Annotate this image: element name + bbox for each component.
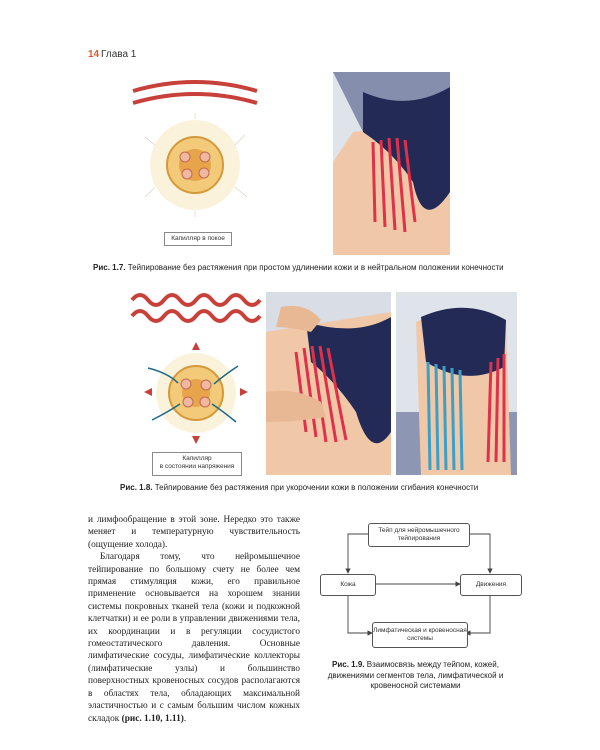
body-text [88,514,300,725]
fig9-caption-text: Взаимосвязь между тейпом, кожей, движениями сегментов тела, лимфатической и кровеносной системами [327,660,504,690]
capillary-rest-illustration [125,75,265,250]
body-paragraph-1: и лимфообращение в этой зоне. Нередко это также меняет и температурную чувствительность (ощущение холода). [88,515,300,550]
fig9-caption-number: Рис. 1.9. [332,660,365,669]
body-paragraph-2-end: . [183,713,187,724]
fig8-caption [120,483,478,492]
capillary-tension-label [152,452,242,476]
fig9-caption [313,660,518,692]
fig7-caption-number: Рис. 1.7. [93,263,126,272]
fig8-caption-number: Рис. 1.8. [120,483,153,492]
figure-reference: (рис. 1.10, 1.11) [121,713,184,724]
capillary-tension-label-line2: в состоянии напряжения [159,462,235,470]
body-paragraph-2-text: Благодаря тому, что нейромышечное тейпирование по большому счету не более чем прямая стимуляция кожи, его правильное применение основывается на хорошем знании системы покровных тканей тела (кожи и подкожной клетчатки) и ее роли в управлении движениями тела, их координации и в регуляции сосудистого гомеостатического давления. Основные лимфатические сосуды, лимфатические коллекторы (лимфатические узлы) и большинство поверхностных кровеносных сосудов располагаются в областях тела, обладающих максимальной эластичностью и с самым большим числом кожных складок [88,552,300,724]
fig7-photo [333,72,450,255]
capillary-rest-label: Капилляр в покое [164,232,232,246]
diagram-node-tape: Тейп для нейромышечного тейпирования [368,523,470,547]
page-number: 14 [88,49,100,60]
fig8-photo-front [266,292,391,475]
fig7-caption [93,263,504,272]
body-paragraph-2 [88,551,300,725]
diagram-node-skin: Кожа [320,574,376,596]
diagram-node-movement: Движения [460,574,522,596]
fig8-caption-text: Тейпирование без растяжения при укорочении кожи в положении сгибания конечности [154,483,479,492]
diagram-node-lymph-blood: Лимфатическая и кровеносная системы [372,622,468,648]
fig8-photo-back [396,292,517,475]
capillary-tension-label-line1: Капилляр [182,455,212,462]
chapter-title: Глава 1 [101,49,137,60]
fig7-caption-text: Тейпирование без растяжения при простом удлинении кожи и в нейтральном положении конечности [127,263,504,272]
capillary-tension-illustration [128,288,263,448]
